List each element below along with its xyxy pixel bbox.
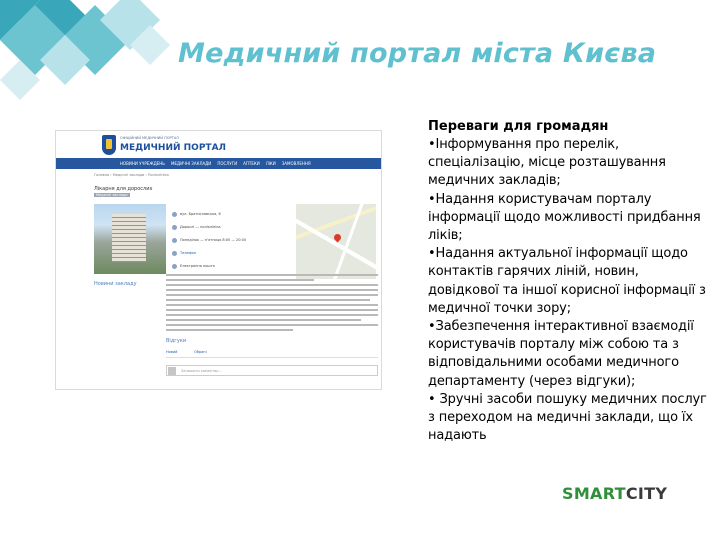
info-row — [172, 209, 287, 219]
facility-info — [172, 209, 287, 274]
location-map[interactable] — [296, 204, 376, 279]
site-name: МЕДИЧНИЙ ПОРТАЛ — [120, 143, 227, 153]
nav-item[interactable]: МЕДИЧНІ ЗАКЛАДИ — [171, 161, 212, 166]
reviews-tabs — [166, 350, 378, 358]
portal-screenshot — [55, 130, 382, 390]
brand-part-city: CITY — [625, 484, 668, 503]
nav-item[interactable]: ПОСЛУГИ — [217, 161, 238, 166]
smartcity-logo — [562, 484, 667, 503]
info-row — [172, 248, 287, 258]
info-text: Дорослі — поліклініка — [180, 225, 221, 229]
category-tag: Медичні заклади — [96, 193, 128, 197]
info-row — [172, 222, 287, 232]
facility-description — [166, 274, 378, 334]
benefit-item: • Зручні засоби пошуку медичних послуг з переходом на медичні заклади, що їх надають — [428, 391, 707, 444]
benefit-item: •Інформування про перелік, спеціалізацію, місце розташування медичних закладів; — [428, 137, 666, 189]
phone-link[interactable]: Телефон — [180, 251, 197, 255]
breadcrumb: Головна › Медичні заклади › Поліклініка — [94, 173, 169, 177]
site-header — [56, 131, 381, 157]
info-row — [172, 235, 287, 245]
review-tab[interactable]: Обрані — [194, 350, 207, 354]
benefits-heading: Переваги для громадян — [428, 119, 609, 134]
clock-icon — [172, 238, 177, 243]
nav-item[interactable]: ЛІКИ — [265, 161, 276, 166]
nav-item[interactable]: НОВИНИ УЧРЕЖДЕНЬ — [120, 161, 165, 166]
kyiv-crest-icon — [102, 135, 116, 155]
benefit-item: •Надання актуальної інформації щодо контактів гарячих ліній, новин, довідкової та іншої корисної інформації з медичної точки зору; — [428, 246, 706, 316]
site-nav — [56, 158, 381, 169]
comment-input[interactable] — [166, 365, 378, 376]
review-tab[interactable]: Новий — [166, 350, 178, 354]
site-subtitle: ОФІЦІЙНИЙ МЕДИЧНИЙ ПОРТАЛ — [120, 136, 179, 140]
benefits-list — [428, 136, 710, 445]
reviews-label: Відгуки — [166, 338, 187, 344]
info-text: Понеділок — п'ятниця 8:00 — 20:00 — [180, 238, 247, 242]
benefit-item: •Забезпечення інтерактивної взаємодії користувачів порталу між собою та з відповідальними особами медичного департаменту (через відгуки); — [428, 319, 694, 389]
info-text: Електронна пошта — [180, 264, 215, 268]
facility-heading: Лікарня для дорослих — [94, 186, 153, 192]
comment-placeholder: Залишити коментар... — [181, 369, 222, 373]
nav-item[interactable]: ЗАМОВЛЕННЯ — [281, 161, 311, 166]
benefit-item: •Надання користувачам порталу інформації щодо можливості придбання ліків; — [428, 191, 701, 244]
phone-icon — [172, 251, 177, 256]
news-label[interactable]: Новини закладу — [94, 281, 137, 287]
avatar — [168, 367, 176, 375]
decorative-diamond-pattern — [0, 0, 180, 120]
info-row — [172, 261, 287, 271]
facility-photo — [94, 204, 166, 274]
slide-title: Медичний портал міста Києва — [178, 38, 657, 69]
brand-part-smart: SMART — [562, 484, 626, 503]
category-icon — [172, 225, 177, 230]
nav-item[interactable]: АПТЕКИ — [243, 161, 260, 166]
info-text: вул. Братиславська, 6 — [180, 212, 221, 216]
mail-icon — [172, 264, 177, 269]
benefits-block — [428, 118, 710, 445]
location-icon — [172, 212, 177, 217]
